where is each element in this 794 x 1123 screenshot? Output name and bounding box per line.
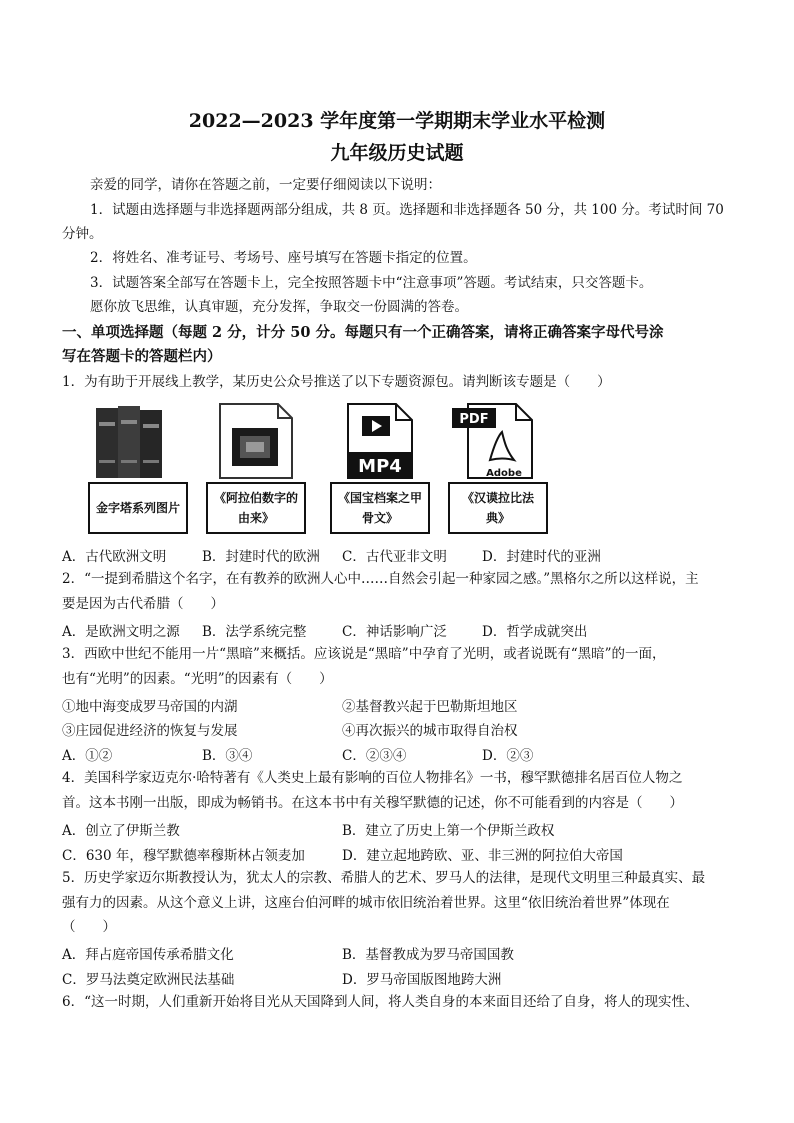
intro-note-1-cont: 分钟。	[62, 226, 103, 242]
q5-option-d[interactable]: D．罗马帝国版图地跨大洲	[342, 972, 502, 988]
q1-option-d[interactable]: D．封建时代的亚洲	[482, 549, 601, 565]
resource-item	[448, 402, 552, 537]
q4-stem-cont: 首。这本书刚一出版，即成为畅销书。在这本书中有关穆罕默德的记述，你不可能看到的内容是（ ）	[62, 795, 683, 811]
q4-stem: 4．美国科学家迈克尔·哈特著有《人类史上最有影响的百位人物排名》一书，穆罕默德排名居百位人物之	[62, 770, 683, 786]
q3-option-a[interactable]: A．①②	[62, 748, 113, 764]
q3-item-2: ②基督教兴起于巴勒斯坦地区	[342, 699, 518, 715]
adobe-label: Adobe	[486, 468, 522, 479]
q2-option-a[interactable]: A．是欧洲文明之源	[62, 624, 180, 640]
exam-subtitle: 九年级历史试题	[330, 142, 464, 164]
intro-note-1: 1．试题由选择题与非选择题两部分组成，共 8 页。选择题和非选择题各 50 分，共 100 分。考试时间 70	[90, 202, 724, 218]
q4-option-a[interactable]: A．创立了伊斯兰教	[62, 823, 180, 839]
mp4-label: MP4	[358, 456, 402, 477]
q3-item-4: ④再次振兴的城市取得自治权	[342, 723, 518, 739]
resource-caption: 《阿拉伯数字的由来》	[206, 482, 306, 534]
q2-option-c[interactable]: C．神话影响广泛	[342, 624, 447, 640]
intro-wish: 愿你放飞思维，认真审题，充分发挥，争取交一份圆满的答卷。	[90, 299, 468, 315]
resource-caption: 《汉谟拉比法典》	[448, 482, 548, 534]
q5-stem-paren: （ ）	[62, 919, 116, 935]
resource-item	[88, 402, 192, 537]
mp4-icon	[330, 402, 434, 480]
q2-option-d[interactable]: D．哲学成就突出	[482, 624, 588, 640]
q2-option-b[interactable]: B．法学系统完整	[202, 624, 307, 640]
q1-stem: 1．为有助于开展线上教学，某历史公众号推送了以下专题资源包。请判断该专题是（ ）	[62, 374, 611, 390]
pdf-label: PDF	[459, 412, 489, 427]
q2-stem: 2．“一提到希腊这个名字，在有教养的欧洲人心中……自然会引起一种家园之感。”黑格尔之所以这样说，主	[62, 571, 699, 587]
resource-caption: 金字塔系列图片	[88, 482, 188, 534]
q3-stem-cont: 也有“光明”的因素。“光明”的因素有（ ）	[62, 671, 333, 687]
q3-item-3: ③庄园促进经济的恢复与发展	[62, 723, 238, 739]
q5-stem-cont: 强有力的因素。从这个意义上讲，这座台伯河畔的城市依旧统治着世界。这里“依旧统治着世界”体现在	[62, 895, 670, 911]
document-icon	[206, 402, 310, 480]
q3-option-b[interactable]: B．③④	[202, 748, 253, 764]
intro-note-3: 3．试题答案全部写在答题卡上，完全按照答题卡中“注意事项”答题。考试结束，只交答题卡。	[90, 275, 653, 291]
q6-stem: 6．“这一时期，人们重新开始将目光从天国降到人间，将人类自身的本来面目还给了自身，将人的现实性、	[62, 994, 699, 1010]
resource-item	[206, 402, 310, 537]
q4-option-d[interactable]: D．建立起地跨欧、亚、非三洲的阿拉伯大帝国	[342, 848, 623, 864]
books-icon	[88, 402, 192, 480]
q5-option-a[interactable]: A．拜占庭帝国传承希腊文化	[62, 947, 234, 963]
q5-option-b[interactable]: B．基督教成为罗马帝国国教	[342, 947, 514, 963]
q5-option-c[interactable]: C．罗马法奠定欧洲民法基础	[62, 972, 235, 988]
q4-option-c[interactable]: C．630 年，穆罕默德率穆斯林占领麦加	[62, 848, 305, 864]
q5-stem: 5．历史学家迈尔斯教授认为，犹太人的宗教、希腊人的艺术、罗马人的法律，是现代文明里三种最真实、最	[62, 870, 706, 886]
q3-stem: 3．西欧中世纪不能用一片“黑暗”来概括。应该说是“黑暗”中孕育了光明，或者说既有“黑暗”的一面，	[62, 646, 666, 662]
q1-option-b[interactable]: B．封建时代的欧洲	[202, 549, 320, 565]
pdf-icon	[448, 402, 552, 480]
resource-caption: 《国宝档案之甲骨文》	[330, 482, 430, 534]
q3-option-d[interactable]: D．②③	[482, 748, 534, 764]
intro-greeting: 亲爱的同学，请你在答题之前，一定要仔细阅读以下说明：	[90, 177, 441, 193]
q2-stem-cont: 要是因为古代希腊（ ）	[62, 596, 224, 612]
exam-title: 2022—2023 学年度第一学期期末学业水平检测	[188, 110, 606, 132]
q4-option-b[interactable]: B．建立了历史上第一个伊斯兰政权	[342, 823, 555, 839]
q1-option-a[interactable]: A．古代欧洲文明	[62, 549, 167, 565]
section-heading: 一、单项选择题（每题 2 分，计分 50 分。每题只有一个正确答案，请将正确答案字母代号涂	[62, 324, 664, 341]
section-heading-cont: 写在答题卡的答题栏内）	[62, 348, 222, 365]
q1-option-c[interactable]: C．古代亚非文明	[342, 549, 447, 565]
resource-item	[330, 402, 434, 537]
intro-note-2: 2．将姓名、准考证号、考场号、座号填写在答题卡指定的位置。	[90, 250, 477, 266]
q3-option-c[interactable]: C．②③④	[342, 748, 407, 764]
q3-item-1: ①地中海变成罗马帝国的内湖	[62, 699, 238, 715]
